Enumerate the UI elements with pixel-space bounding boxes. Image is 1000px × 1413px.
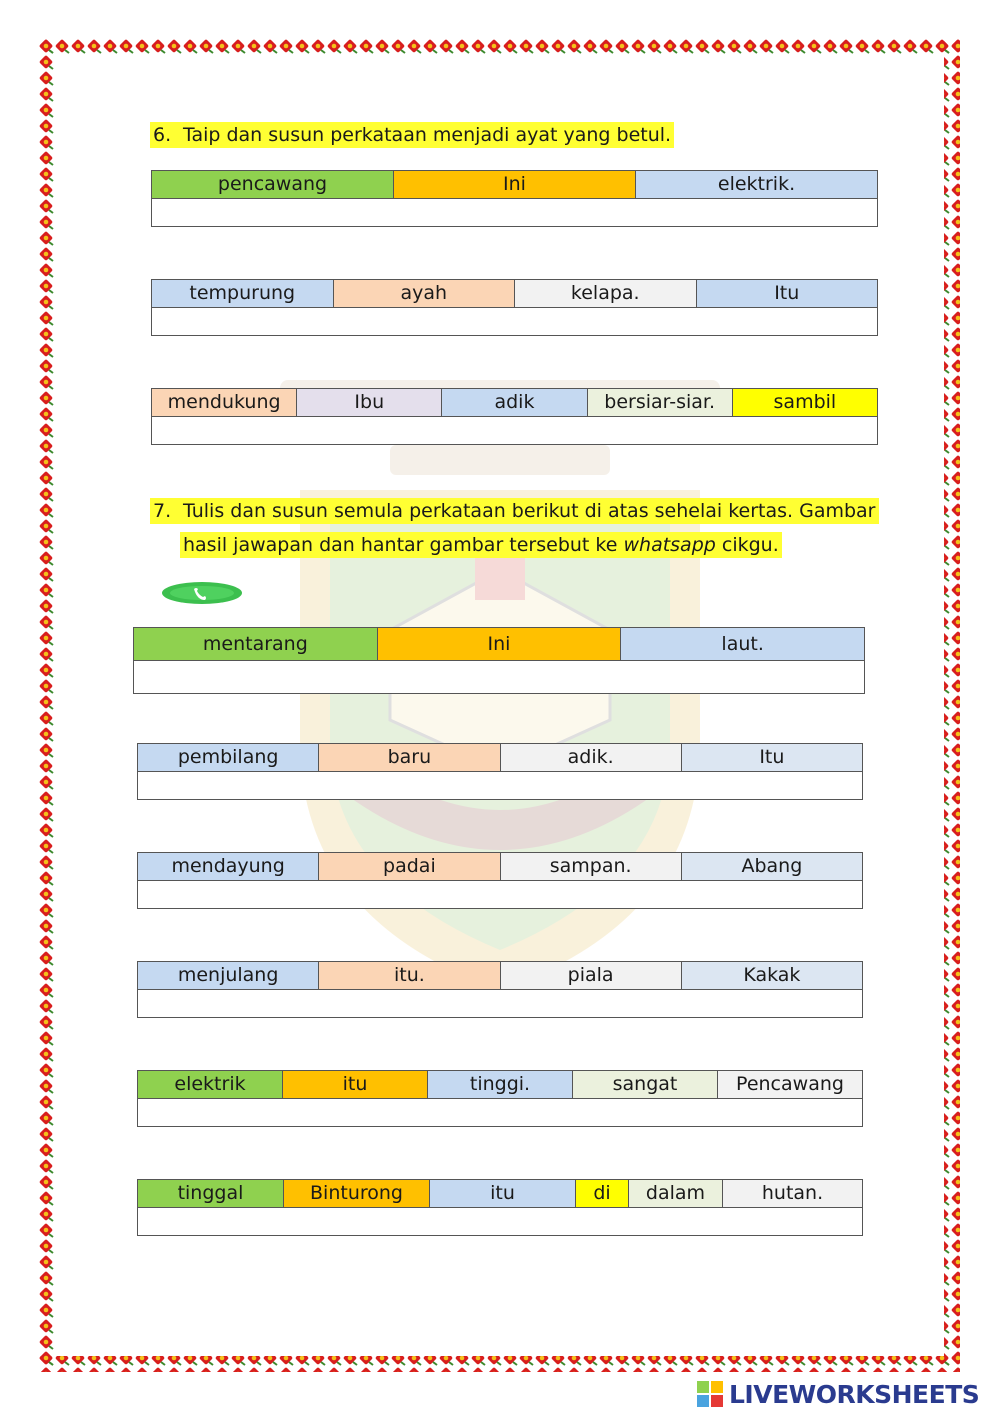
- word-row: [137, 961, 863, 990]
- word-tile: tempurung: [152, 280, 334, 308]
- question-text-line2-end: cikgu.: [715, 534, 779, 556]
- word-tile: Pencawang: [718, 1071, 863, 1099]
- word-tile: hutan.: [723, 1180, 863, 1208]
- whatsapp-text: whatsapp: [623, 534, 716, 556]
- question-number: 7.: [153, 500, 172, 522]
- word-tile: mendukung: [152, 389, 297, 417]
- answer-input-box[interactable]: [137, 990, 863, 1018]
- exercise-6: [137, 852, 863, 909]
- exercise-4: [133, 627, 865, 694]
- answer-input-box[interactable]: [151, 417, 878, 445]
- word-tile: adik: [442, 389, 587, 417]
- word-tile: tinggal: [138, 1180, 284, 1208]
- word-tile: Ini: [394, 171, 636, 199]
- exercise-5: [137, 743, 863, 800]
- word-row: [133, 627, 865, 661]
- word-tile: sampan.: [500, 853, 681, 881]
- question-number: 6.: [153, 124, 172, 146]
- word-tile: padai: [319, 853, 500, 881]
- word-tile: itu.: [319, 962, 500, 990]
- word-tile: sangat: [573, 1071, 718, 1099]
- word-tile: pencawang: [152, 171, 394, 199]
- word-tile: ayah: [333, 280, 515, 308]
- word-tile: itu: [430, 1180, 576, 1208]
- word-tile: baru: [319, 744, 500, 772]
- question-6: [150, 118, 674, 152]
- answer-input-box[interactable]: [137, 1208, 863, 1236]
- answer-input-box[interactable]: [137, 1099, 863, 1127]
- word-tile: itu: [283, 1071, 428, 1099]
- exercise-1: [151, 170, 878, 227]
- word-tile: laut.: [621, 628, 865, 661]
- question-7-highlight-line2: [180, 532, 782, 558]
- exercise-8: [137, 1070, 863, 1127]
- word-tile: mentarang: [134, 628, 378, 661]
- question-6-highlight: [150, 122, 674, 148]
- word-tile: elektrik.: [636, 171, 878, 199]
- liveworksheets-logo[interactable]: [697, 1378, 979, 1410]
- word-tile: Itu: [681, 744, 862, 772]
- liveworksheets-logo-icon: [697, 1381, 723, 1407]
- brand-name: LIVEWORKSHEETS: [729, 1379, 980, 1409]
- word-tile: Kakak: [681, 962, 862, 990]
- word-row: [137, 1070, 863, 1099]
- question-text: Taip dan susun perkataan menjadi ayat yang betul.: [183, 124, 672, 146]
- word-tile: mendayung: [138, 853, 319, 881]
- word-tile: dalam: [629, 1180, 723, 1208]
- question-text-line1: Tulis dan susun semula perkataan berikut di atas sehelai kertas. Gambar: [183, 500, 876, 522]
- word-tile: di: [576, 1180, 629, 1208]
- question-7-highlight-line1: [150, 498, 879, 524]
- answer-input-box[interactable]: [151, 199, 878, 227]
- word-tile: elektrik: [138, 1071, 283, 1099]
- word-tile: piala: [500, 962, 681, 990]
- question-text-line2: hasil jawapan dan hantar gambar tersebut ke: [183, 534, 624, 556]
- word-tile: Binturong: [284, 1180, 430, 1208]
- word-tile: adik.: [500, 744, 681, 772]
- word-tile: menjulang: [138, 962, 319, 990]
- exercise-3: [151, 388, 878, 445]
- exercise-9: [137, 1179, 863, 1236]
- question-7: [150, 494, 879, 562]
- answer-input-box[interactable]: [137, 881, 863, 909]
- word-row: [137, 852, 863, 881]
- answer-input-box[interactable]: [151, 308, 878, 336]
- word-row: [137, 743, 863, 772]
- word-tile: Ibu: [297, 389, 442, 417]
- word-tile: pembilang: [138, 744, 319, 772]
- exercise-2: [151, 279, 878, 336]
- exercise-7: [137, 961, 863, 1018]
- word-tile: sambil: [732, 389, 877, 417]
- word-tile: kelapa.: [515, 280, 697, 308]
- word-tile: Ini: [377, 628, 621, 661]
- whatsapp-icon[interactable]: [160, 580, 244, 606]
- word-row: [151, 170, 878, 199]
- answer-input-box[interactable]: [137, 772, 863, 800]
- word-row: [151, 388, 878, 417]
- word-tile: Abang: [681, 853, 862, 881]
- word-tile: tinggi.: [428, 1071, 573, 1099]
- word-row: [137, 1179, 863, 1208]
- word-tile: Itu: [696, 280, 878, 308]
- word-tile: bersiar-siar.: [587, 389, 732, 417]
- word-row: [151, 279, 878, 308]
- answer-input-box[interactable]: [133, 661, 865, 694]
